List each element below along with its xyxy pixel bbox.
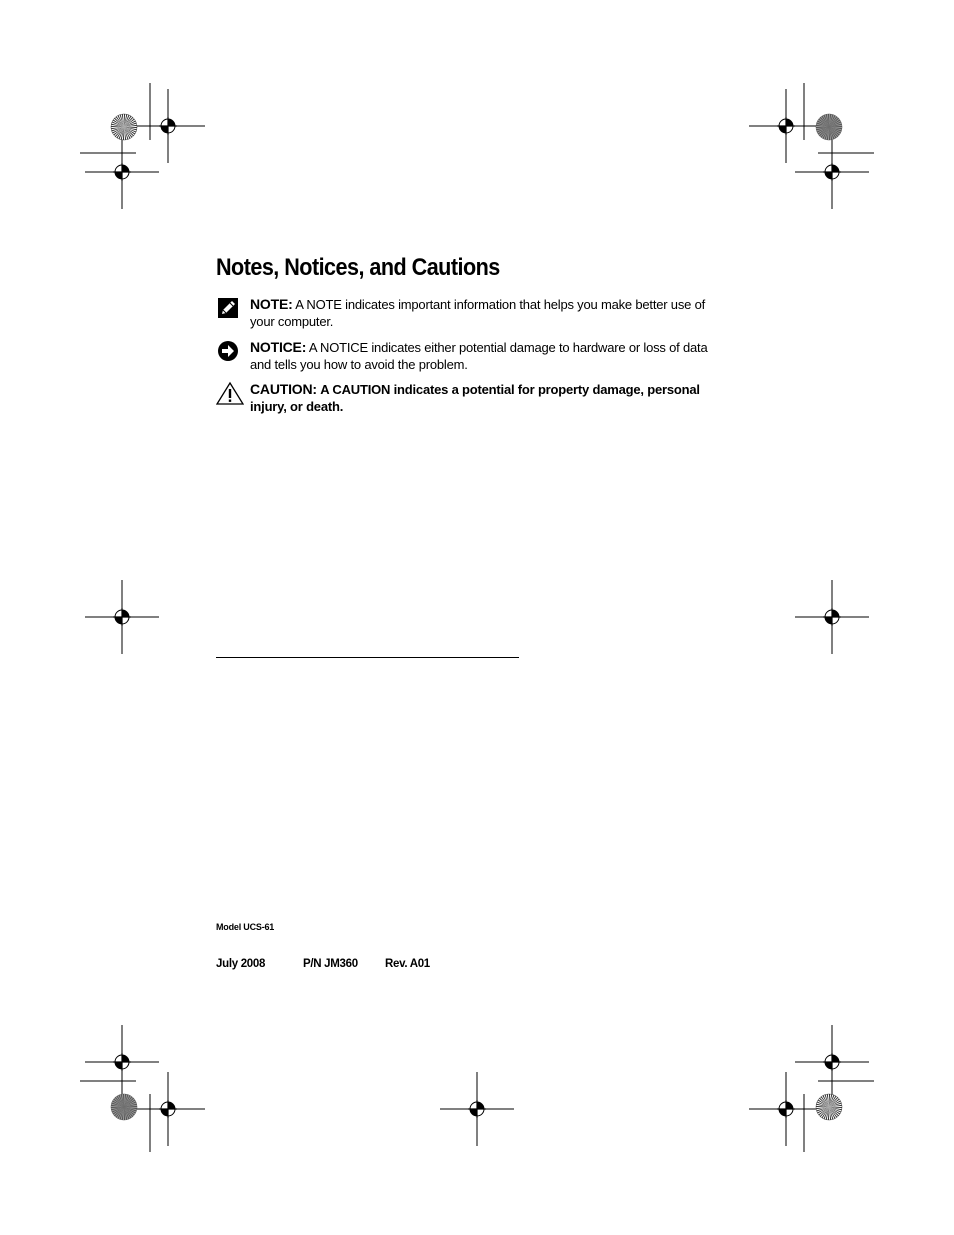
caution-triangle-icon xyxy=(216,381,244,405)
registration-mark xyxy=(749,1072,823,1146)
registration-mark xyxy=(85,580,159,654)
notice-arrow-icon xyxy=(216,339,240,363)
registration-mark xyxy=(85,135,159,209)
divider-rule xyxy=(216,657,519,658)
notice-label: NOTICE: xyxy=(250,339,307,355)
registration-mark xyxy=(85,1025,159,1099)
registration-mark xyxy=(795,135,869,209)
notice-text: A NOTICE indicates either potential damage to hardware or loss of data and tells you how to avoid the problem. xyxy=(250,340,708,372)
registration-mark xyxy=(131,89,205,163)
footer-part-number: P/N JM360 xyxy=(303,958,358,970)
page-title: Notes, Notices, and Cautions xyxy=(216,254,500,281)
registration-mark xyxy=(440,1072,514,1146)
caution-text: A CAUTION indicates a potential for property damage, personal injury, or death. xyxy=(250,382,700,414)
registration-mark xyxy=(795,1025,869,1099)
model-number: Model UCS-61 xyxy=(216,922,275,932)
note-pencil-icon xyxy=(216,296,240,320)
star-target xyxy=(816,1094,842,1120)
registration-mark xyxy=(795,580,869,654)
note-text: A NOTE indicates important information that helps you make better use of your computer. xyxy=(250,297,706,329)
crop-marks xyxy=(80,83,874,1152)
registration-marks xyxy=(85,89,869,1146)
caution-label: CAUTION: xyxy=(250,381,317,397)
registration-mark xyxy=(749,89,823,163)
registration-mark xyxy=(131,1072,205,1146)
star-target xyxy=(816,114,842,140)
footer-date: July 2008 xyxy=(216,958,266,970)
footer-revision: Rev. A01 xyxy=(385,958,430,970)
star-target xyxy=(111,114,137,140)
note-label: NOTE: xyxy=(250,296,293,312)
star-target xyxy=(111,1094,137,1120)
